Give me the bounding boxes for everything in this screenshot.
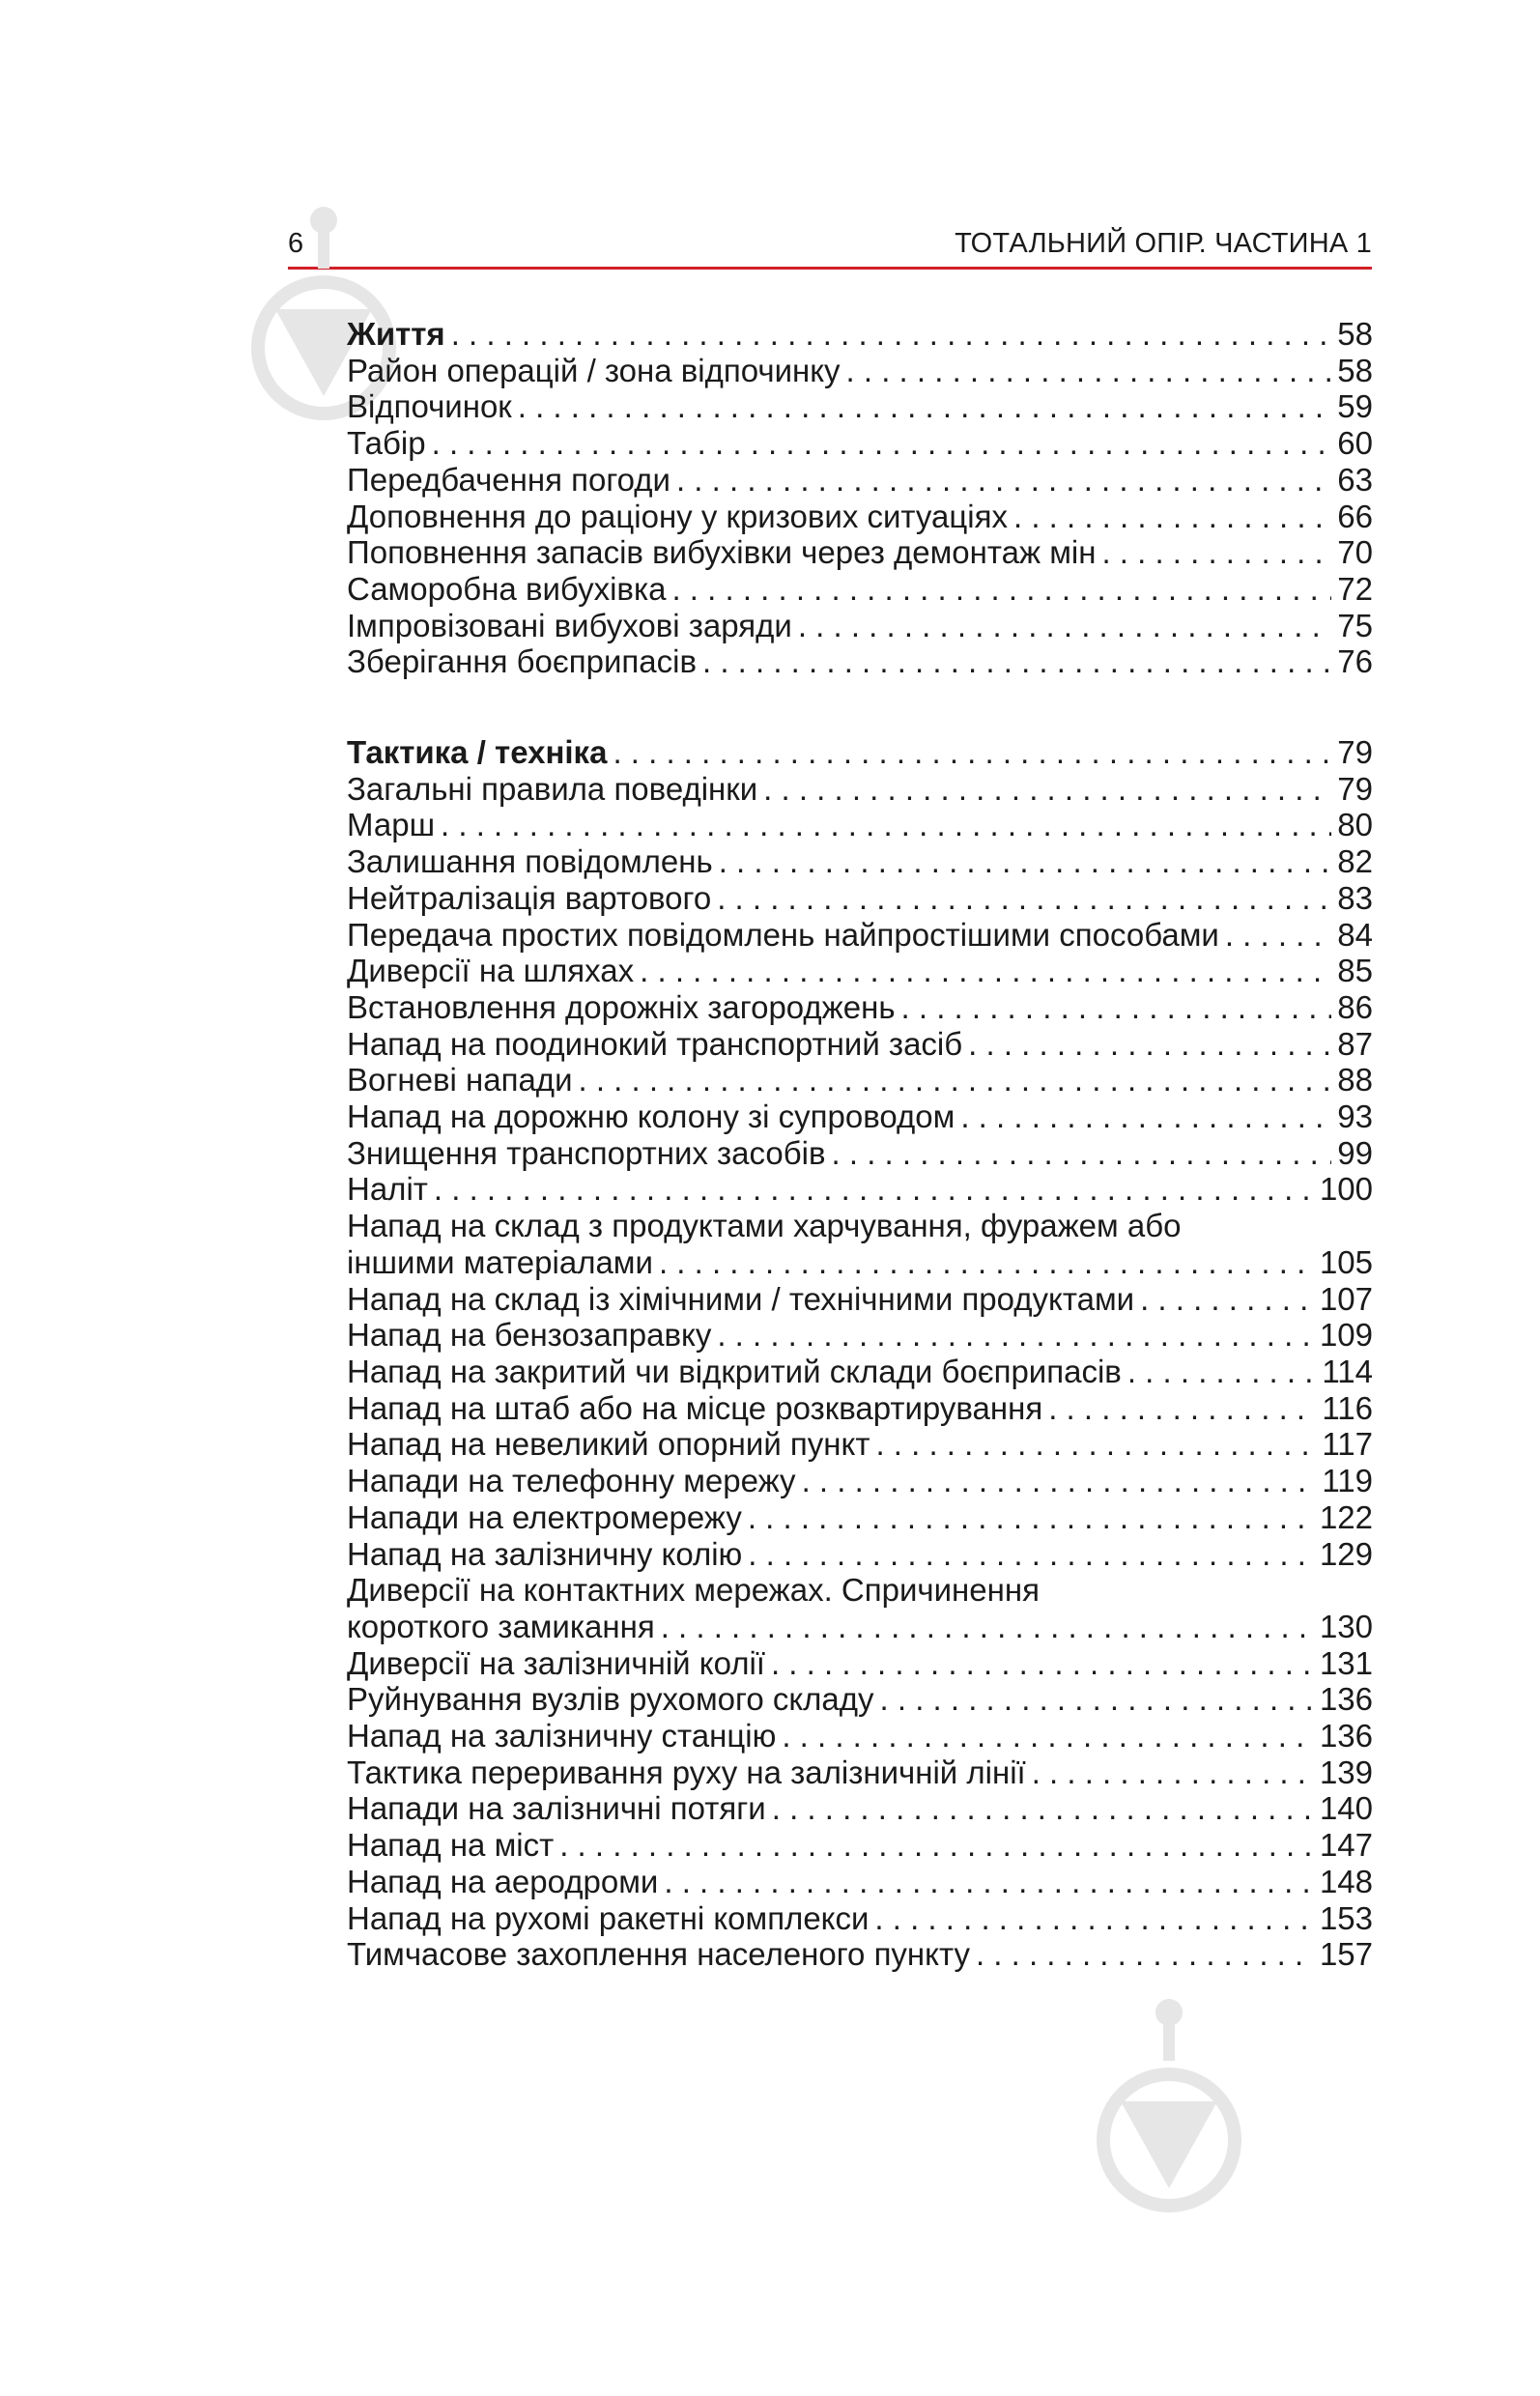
dot-leader [1225, 917, 1331, 954]
toc-entry[interactable] [347, 917, 1373, 954]
toc-entry[interactable] [347, 1463, 1373, 1499]
toc-page-number: 147 [1319, 1827, 1373, 1864]
dot-leader [676, 462, 1331, 499]
dot-leader [1032, 1754, 1314, 1791]
running-title: ТОТАЛЬНИЙ ОПІР. ЧАСТИНА 1 [955, 228, 1372, 259]
toc-entry-title: Знищення транспортних засобів [347, 1134, 826, 1171]
dot-leader [960, 1098, 1331, 1135]
toc-page-number: 99 [1337, 1134, 1373, 1171]
toc-entry[interactable] [347, 534, 1373, 571]
toc-entry-title: Напад на склад з продуктами харчування, фуражем або [347, 1208, 1182, 1244]
dot-leader [802, 1463, 1317, 1499]
dot-leader [717, 880, 1331, 917]
dot-leader [771, 1645, 1314, 1682]
toc-entry-title: Напад на рухомі ракетні комплекси [347, 1899, 870, 1936]
toc-entry-title: Тимчасове захоплення населеного пункту [347, 1936, 970, 1973]
toc-page-number: 116 [1322, 1389, 1373, 1426]
dot-leader [1140, 1281, 1314, 1318]
toc-entry-title: Диверсії на залізничній колії [347, 1644, 765, 1681]
toc-entry[interactable] [347, 843, 1373, 880]
toc-entry-title: Напади на залізничні потяги [347, 1790, 766, 1827]
toc-heading[interactable] [347, 316, 1373, 353]
toc-entry[interactable] [347, 1900, 1373, 1937]
toc-page-number: 86 [1337, 988, 1373, 1025]
toc-entry[interactable] [347, 388, 1373, 425]
toc-entry-title: Напад на невеликий опорний пункт [347, 1426, 870, 1463]
toc-page-number: 58 [1337, 352, 1373, 388]
dot-leader [798, 608, 1331, 644]
toc-page-number: 107 [1319, 1280, 1373, 1317]
toc-entry-title: Зберігання боєприпасів [347, 643, 697, 680]
toc-entry[interactable] [347, 425, 1373, 462]
toc-entry-title: Напад на дорожню колону зі супроводом [347, 1098, 955, 1135]
toc-entry[interactable] [347, 1208, 1373, 1280]
toc-page-number: 85 [1337, 953, 1373, 989]
toc-page-number: 122 [1319, 1498, 1373, 1535]
toc-page-number: 93 [1337, 1098, 1373, 1135]
dot-leader [880, 1681, 1314, 1718]
toc-heading-title: Тактика / техніка [347, 734, 608, 771]
toc-section-life [347, 316, 1373, 680]
dot-leader [748, 1499, 1314, 1536]
toc-entry-title: Передбачення погоди [347, 461, 670, 498]
toc-entry-title: Вогневі напади [347, 1062, 573, 1098]
toc-entry[interactable] [347, 608, 1373, 644]
dot-leader [702, 643, 1331, 680]
toc-page-number: 114 [1322, 1353, 1373, 1389]
toc-entry[interactable] [347, 1572, 1373, 1644]
toc-entry-title: Тактика переривання руху на залізничній лінії [347, 1754, 1026, 1790]
toc-entry[interactable] [347, 1790, 1373, 1827]
toc-page-number: 58 [1337, 316, 1373, 352]
toc-page-number: 60 [1337, 425, 1373, 462]
dot-leader [772, 1790, 1314, 1827]
toc-entry[interactable] [347, 353, 1373, 389]
dot-leader [1127, 1354, 1317, 1390]
toc-entry-title: Напад на залізничну станцію [347, 1718, 777, 1754]
dot-leader [875, 1426, 1316, 1463]
header-rule [288, 267, 1372, 270]
toc-entry[interactable] [347, 807, 1373, 843]
toc-entry[interactable] [347, 1754, 1373, 1791]
toc-entry[interactable] [347, 953, 1373, 989]
dot-leader [976, 1936, 1314, 1973]
dot-leader [1048, 1390, 1316, 1427]
toc-page-number: 109 [1319, 1317, 1373, 1354]
toc-entry[interactable] [347, 1098, 1373, 1135]
toc-entry-title: Напад на склад із хімічними / технічними продуктами [347, 1280, 1135, 1317]
toc-page-number: 105 [1319, 1243, 1373, 1280]
toc-page-number: 140 [1319, 1790, 1373, 1827]
toc-entry-title: Марш [347, 807, 436, 843]
toc-entry-title: Напад на бензозаправку [347, 1317, 712, 1354]
toc-entry[interactable] [347, 1936, 1373, 1973]
toc-entry-title: Напади на електромережу [347, 1498, 742, 1535]
toc-entry-title: Загальні правила поведінки [347, 770, 758, 807]
dot-leader [661, 1609, 1314, 1645]
toc-page-number: 79 [1337, 770, 1373, 807]
toc-page-number: 83 [1337, 879, 1373, 916]
dot-leader [441, 807, 1331, 843]
toc-entry-title-cont: короткого замикання [347, 1608, 655, 1644]
dot-leader [748, 1536, 1314, 1573]
toc-page-number: 136 [1319, 1681, 1373, 1718]
dot-leader [613, 734, 1331, 771]
dot-leader [664, 1864, 1314, 1900]
toc-entry[interactable] [347, 989, 1373, 1026]
table-of-contents [347, 316, 1373, 1973]
toc-entry-title: Передача простих повідомлень найпростішими способами [347, 916, 1219, 953]
toc-entry[interactable] [347, 1354, 1373, 1390]
toc-entry[interactable] [347, 1135, 1373, 1172]
toc-page-number: 82 [1337, 843, 1373, 880]
toc-entry-title: Наліт [347, 1171, 428, 1208]
toc-entry-title: Табір [347, 425, 426, 462]
toc-entry[interactable] [347, 1062, 1373, 1098]
toc-entry[interactable] [347, 1390, 1373, 1427]
toc-entry[interactable] [347, 1281, 1373, 1318]
toc-page-number: 136 [1319, 1718, 1373, 1754]
toc-entry[interactable] [347, 1317, 1373, 1354]
toc-page-number: 131 [1319, 1644, 1373, 1681]
toc-page-number: 84 [1337, 916, 1373, 953]
toc-entry[interactable] [347, 880, 1373, 917]
toc-entry-title: Диверсії на контактних мережах. Спричинення [347, 1572, 1040, 1609]
toc-entry-title: Напад на поодинокий транспортний засіб [347, 1025, 963, 1062]
toc-entry[interactable] [347, 571, 1373, 608]
toc-entry-title: Імпровізовані вибухові заряди [347, 607, 792, 643]
toc-page-number: 66 [1337, 498, 1373, 534]
toc-page-number: 139 [1319, 1754, 1373, 1790]
dot-leader [832, 1135, 1332, 1172]
toc-page-number: 153 [1319, 1899, 1373, 1936]
dot-leader [763, 771, 1331, 808]
toc-page-number: 117 [1322, 1426, 1373, 1463]
toc-entry[interactable] [347, 499, 1373, 535]
toc-heading[interactable] [347, 734, 1373, 771]
toc-entry[interactable] [347, 1536, 1373, 1573]
dot-leader [640, 953, 1331, 989]
toc-entry-title: Поповнення запасів вибухівки через демонтаж мін [347, 534, 1097, 571]
dot-leader [874, 1900, 1314, 1937]
toc-page-number: 59 [1337, 388, 1373, 425]
toc-page-number: 148 [1319, 1863, 1373, 1899]
toc-entry-title: Руйнування вузлів рухомого складу [347, 1681, 874, 1718]
toc-page-number: 63 [1337, 461, 1373, 498]
dot-leader [1013, 499, 1331, 535]
toc-entry-title: Відпочинок [347, 388, 512, 425]
dot-leader [968, 1026, 1331, 1063]
toc-entry-title: Район операцій / зона відпочинку [347, 352, 841, 388]
toc-entry[interactable] [347, 1499, 1373, 1536]
toc-page-number: 88 [1337, 1062, 1373, 1098]
toc-page-number: 129 [1319, 1535, 1373, 1572]
toc-page-number: 72 [1337, 570, 1373, 607]
dot-leader [846, 353, 1332, 389]
dot-leader [901, 989, 1332, 1026]
toc-page-number: 79 [1337, 734, 1373, 771]
toc-page-number: 80 [1337, 807, 1373, 843]
toc-entry[interactable] [347, 1426, 1373, 1463]
dot-leader [659, 1244, 1314, 1281]
dot-leader [579, 1062, 1332, 1098]
toc-entry-title: Саморобна вибухівка [347, 570, 667, 607]
dot-leader [719, 843, 1332, 880]
toc-entry-title: Напад на залізничну колію [347, 1535, 743, 1572]
dot-leader [782, 1718, 1314, 1754]
page-number: 6 [288, 228, 304, 259]
toc-page-number: 119 [1322, 1463, 1373, 1499]
toc-entry-title: Напади на телефонну мережу [347, 1463, 796, 1499]
toc-entry[interactable] [347, 643, 1373, 680]
dot-leader [432, 425, 1332, 462]
toc-entry-title: Встановлення дорожніх загороджень [347, 988, 896, 1025]
toc-entry-title: Напад на міст [347, 1827, 555, 1864]
toc-entry[interactable] [347, 1681, 1373, 1718]
toc-entry-title: Напад на аеродроми [347, 1863, 659, 1899]
toc-entry[interactable] [347, 1864, 1373, 1900]
toc-entry-title: Доповнення до раціону у кризових ситуаціях [347, 498, 1008, 534]
dot-leader [451, 316, 1332, 353]
toc-heading-title: Життя [347, 316, 445, 352]
toc-page-number: 87 [1337, 1025, 1373, 1062]
toc-entry[interactable] [347, 1171, 1373, 1208]
toc-entry-title: Напад на штаб або на місце розквартирування [347, 1389, 1043, 1426]
toc-page-number: 70 [1337, 534, 1373, 571]
toc-entry-title: Диверсії на шляхах [347, 953, 635, 989]
dot-leader [434, 1171, 1314, 1208]
dot-leader [717, 1317, 1314, 1354]
toc-entry-title: Нейтралізація вартового [347, 879, 712, 916]
toc-entry[interactable] [347, 462, 1373, 499]
toc-section-tactics [347, 734, 1373, 1973]
toc-entry[interactable] [347, 771, 1373, 808]
toc-entry[interactable] [347, 1718, 1373, 1754]
toc-page-number: 157 [1319, 1936, 1373, 1973]
toc-entry-title: Напад на закритий чи відкритий склади боєприпасів [347, 1353, 1122, 1389]
toc-page-number: 100 [1319, 1171, 1373, 1208]
dot-leader [671, 571, 1331, 608]
dot-leader [1101, 534, 1331, 571]
dot-leader [518, 388, 1332, 425]
toc-page-number: 76 [1337, 643, 1373, 680]
toc-entry[interactable] [347, 1026, 1373, 1063]
toc-entry[interactable] [347, 1827, 1373, 1864]
toc-entry[interactable] [347, 1645, 1373, 1682]
toc-entry-title-cont: іншими матеріалами [347, 1243, 653, 1280]
watermark-icon [1092, 1995, 1246, 2217]
toc-page-number: 130 [1319, 1608, 1373, 1644]
toc-entry-title: Залишання повідомлень [347, 843, 713, 880]
toc-page-number: 75 [1337, 607, 1373, 643]
dot-leader [559, 1827, 1314, 1864]
